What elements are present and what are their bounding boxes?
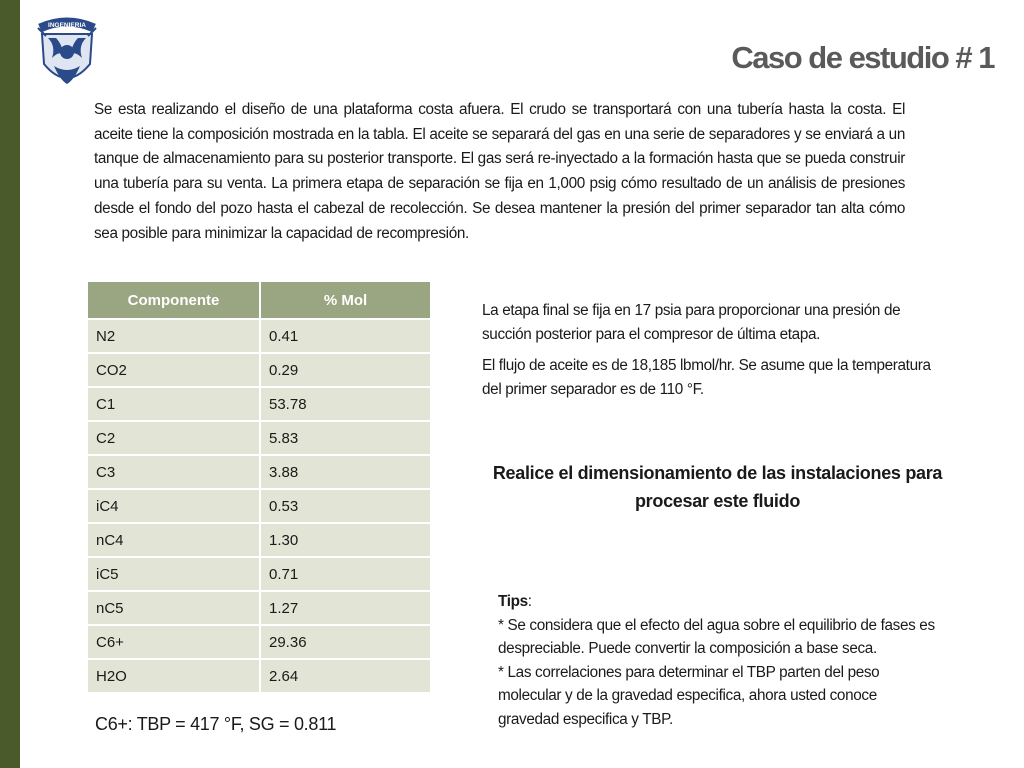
table-row	[87, 523, 431, 557]
table-row	[87, 353, 431, 387]
mol-cell: 3.88	[260, 455, 431, 489]
mol-cell: 2.64	[260, 659, 431, 693]
component-cell: CO2	[87, 353, 260, 387]
component-cell: C1	[87, 387, 260, 421]
task-headline: Realice el dimensionamiento de las instalaciones para procesar este fluido	[492, 463, 943, 511]
final-stage-paragraph: La etapa final se fija en 17 psia para proporcionar una presión de succión posterior para el compresor de última etapa.	[482, 302, 901, 343]
header-componente: Componente	[87, 281, 260, 319]
mol-cell: 0.29	[260, 353, 431, 387]
side-accent-bar	[0, 0, 20, 768]
tip-item: * Se considera que el efecto del agua sobre el equilibrio de fases es despreciable. Puede convertir la composición a base seca.	[498, 616, 935, 657]
c6-properties-text: C6+: TBP = 417 °F, SG = 0.811	[95, 714, 337, 734]
page-title: Caso de estudio # 1	[731, 40, 994, 75]
mol-cell: 1.27	[260, 591, 431, 625]
tips-label: Tips	[498, 593, 528, 610]
mol-cell: 53.78	[260, 387, 431, 421]
table-header-row	[87, 281, 431, 319]
tips-colon: :	[527, 593, 532, 610]
table-row	[87, 591, 431, 625]
mol-cell: 29.36	[260, 625, 431, 659]
component-cell: C3	[87, 455, 260, 489]
mol-cell: 0.41	[260, 319, 431, 353]
component-cell: nC4	[87, 523, 260, 557]
logo-text: INGENIERIA	[48, 22, 86, 29]
mol-cell: 5.83	[260, 421, 431, 455]
component-cell: H2O	[87, 659, 260, 693]
component-cell: iC5	[87, 557, 260, 591]
component-cell: C2	[87, 421, 260, 455]
ingenieria-logo	[34, 14, 100, 94]
tips-block	[498, 590, 938, 731]
component-cell: nC5	[87, 591, 260, 625]
component-cell: N2	[87, 319, 260, 353]
mol-cell: 1.30	[260, 523, 431, 557]
table-row	[87, 489, 431, 523]
table-row	[87, 659, 431, 693]
oil-flow-paragraph: El flujo de aceite es de 18,185 lbmol/hr. Se asume que la temperatura del primer separador es de 110 °F.	[482, 357, 931, 398]
intro-paragraph: Se esta realizando el diseño de una plataforma costa afuera. El crudo se transportará con una tubería hasta la costa. El aceite tiene la composición mostrada en la tabla. El aceite se separará del gas en una serie de separadores y se enviará a un tanque de almacenamiento para su posterior transporte. El gas será re-inyectado a la formación hasta que se pueda construir una tubería para su venta. La primera etapa de separación se fija en 1,000 psig cómo resultado de un análisis de presiones desde el fondo del pozo hasta el cabezal de recolección. Se desea mantener la presión del primer separador tan alta cómo sea posible para minimizar la capacidad de recompresión.	[94, 101, 905, 242]
tip-item: * Las correlaciones para determinar el TBP parten del peso molecular y de la gravedad especifica, ahora usted conoce gravedad especifica y TBP.	[498, 663, 880, 728]
table-row	[87, 319, 431, 353]
component-cell: C6+	[87, 625, 260, 659]
table-row	[87, 421, 431, 455]
header-mol: % Mol	[260, 281, 431, 319]
composition-table	[86, 280, 432, 694]
table-row	[87, 625, 431, 659]
mol-cell: 0.71	[260, 557, 431, 591]
table-row	[87, 557, 431, 591]
component-cell: iC4	[87, 489, 260, 523]
mol-cell: 0.53	[260, 489, 431, 523]
table-row	[87, 455, 431, 489]
table-row	[87, 387, 431, 421]
